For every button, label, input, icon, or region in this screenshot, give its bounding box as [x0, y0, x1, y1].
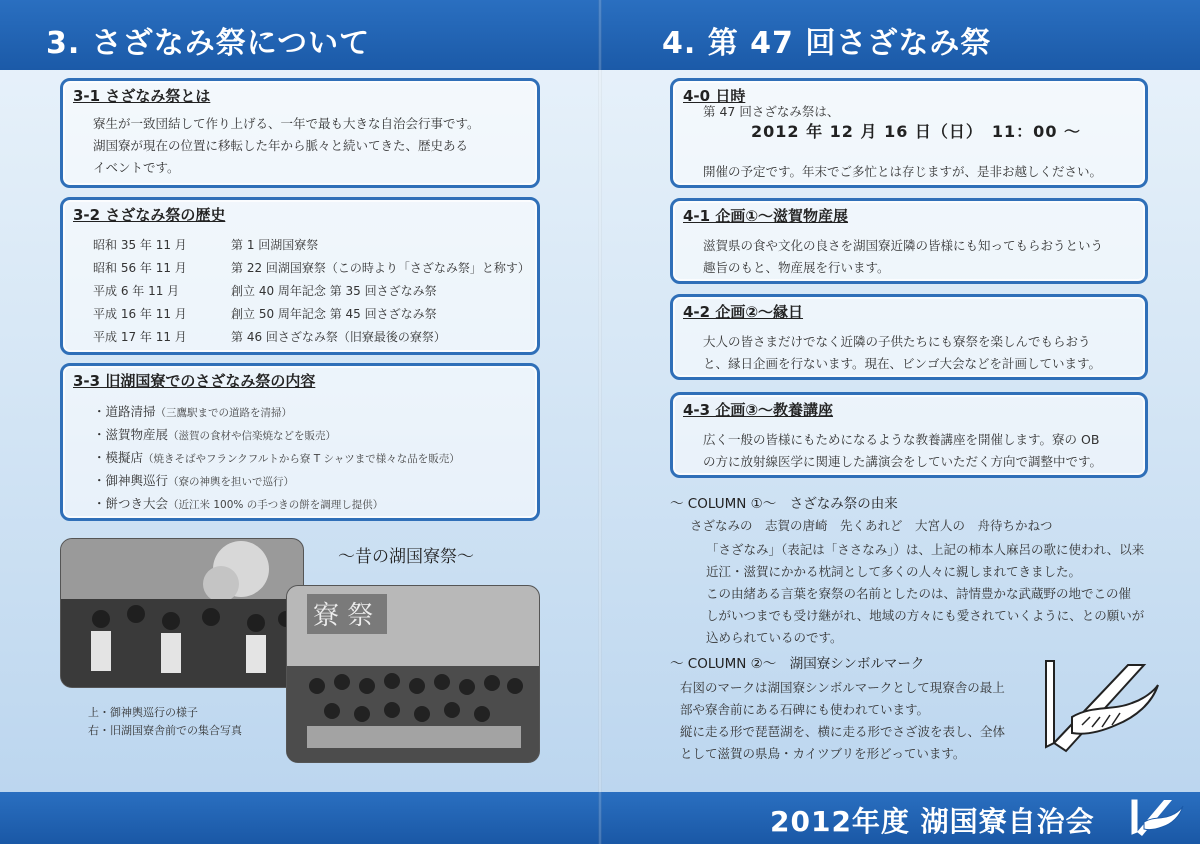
plan3-line-2: の方に放射線医学に関連した講演会をしていただく方向で調整中です。	[703, 454, 1103, 469]
plan3-box	[670, 392, 1148, 478]
item-sub: （近江米 100% の手つきの餅を調理し提供）	[168, 499, 384, 511]
history-date: 昭和 56 年 11 月	[93, 261, 187, 275]
datetime-title: 4-0 日時	[683, 87, 746, 105]
history-box	[60, 197, 540, 355]
sign-text: 寮 祭	[313, 601, 374, 631]
column1-poem: さざなみの 志賀の唐崎 先くあれど 大宮人の 舟待ちかねつ	[690, 518, 1053, 533]
plan2-title: 4-2 企画②～縁日	[683, 303, 804, 321]
contents-title: 3-3 旧湖国寮でのさざなみ祭の内容	[73, 372, 316, 390]
group-photo	[286, 585, 540, 763]
photo-caption-2: 右・旧湖国寮舎前での集合写真	[88, 724, 242, 737]
history-event: 創立 40 周年記念 第 35 回さざなみ祭	[231, 284, 437, 298]
history-event: 創立 50 周年記念 第 45 回さざなみ祭	[231, 307, 437, 321]
about-title: 3-1 さざなみ祭とは	[73, 87, 211, 105]
item-sub: （三鷹駅までの道路を清掃）	[155, 407, 293, 419]
list-item	[93, 425, 336, 443]
column2-line-4: として滋賀の県鳥・カイツブリを形どっています。	[680, 746, 966, 761]
history-date: 昭和 35 年 11 月	[93, 238, 187, 252]
datetime-line-1: 第 47 回さざなみ祭は、	[703, 104, 840, 119]
about-line-1: 寮生が一致団結して作り上げる、一年で最も大きな自治会行事です。	[93, 116, 480, 131]
item-main: ・滋賀物産展	[93, 427, 169, 442]
column2-line-3: 縦に走る形で琵琶湖を、横に走る形でさざ波を表し、全体	[680, 724, 1006, 739]
group-photo-graphic	[287, 586, 540, 763]
plan2-line-2: と、縁日企画を行ないます。現在、ビンゴ大会などを計画しています。	[703, 356, 1102, 371]
plan3-title: 4-3 企画③～教養講座	[683, 401, 834, 419]
plan1-line-1: 滋賀県の食や文化の良さを湖国寮近隣の皆様にも知ってもらおうという	[703, 238, 1104, 253]
list-item	[93, 402, 292, 420]
column1-line-5: 込められているのです。	[706, 630, 843, 645]
plan1-line-2: 趣旨のもと、物産展を行います。	[703, 260, 890, 275]
column1-line-1: 「さざなみ」（表記は「ささなみ」）は、上記の柿本人麻呂の歌に使われ、以来	[706, 542, 1145, 557]
history-date: 平成 16 年 11 月	[93, 307, 187, 321]
photo-heading: ～昔の湖国寮祭～	[338, 547, 474, 567]
list-item	[93, 471, 294, 489]
right-section-title: 4. 第 47 回さざなみ祭	[662, 26, 992, 61]
column1-line-2: 近江・滋賀にかかる枕詞として多くの人々に親しまれてきました。	[706, 564, 1082, 579]
contents-box	[60, 363, 540, 521]
column2-line-2: 部や寮舎前にある石碑にも使われています。	[680, 702, 930, 717]
photo-caption-1: 上・御神輿巡行の様子	[88, 706, 198, 719]
item-sub: （寮の神輿を担いで巡行）	[168, 476, 295, 488]
datetime-line-2: 開催の予定です。年末でご多忙とは存じますが、是非お越しください。	[703, 164, 1103, 179]
column2-line-1: 右図のマークは湖国寮シンボルマークとして現寮舎の最上	[680, 680, 1005, 695]
column1-line-4: しがいつまでも受け継がれ、地域の方々にも愛されていくように、との願いが	[706, 608, 1145, 623]
about-line-2: 湖国寮が現在の位置に移転した年から脈々と続いてきた、歴史ある	[93, 138, 469, 153]
history-date: 平成 17 年 11 月	[93, 330, 187, 344]
datetime-box	[670, 78, 1148, 188]
history-event: 第 1 回湖国寮祭	[231, 238, 319, 252]
mikoshi-photo-graphic	[61, 539, 304, 688]
page-fold	[598, 0, 602, 844]
item-sub: （焼きそばやフランクフルトから寮 T シャツまで様々な品を販売）	[143, 453, 460, 465]
column1-line-3: この由緒ある言葉を寮祭の名前としたのは、詩情豊かな武蔵野の地でこの催	[706, 586, 1132, 601]
plan3-line-1: 広く一般の皆様にもためになるような教養講座を開催します。寮の OB	[703, 432, 1100, 447]
about-box	[60, 78, 540, 188]
history-event: 第 22 回湖国寮祭（この時より「さざなみ祭」と称す）	[231, 261, 530, 275]
item-main: ・模擬店	[93, 450, 144, 465]
item-sub: （滋賀の食材や信楽焼などを販売）	[168, 430, 337, 442]
mikoshi-photo	[60, 538, 304, 688]
item-main: ・餅つき大会	[93, 496, 169, 511]
column1-heading: ～ COLUMN ①～ さざなみ祭の由来	[670, 496, 898, 512]
event-date: 2012 年 12 月 16 日（日） 11：00 ～	[751, 122, 1082, 141]
plan1-box	[670, 198, 1148, 284]
footer-title: 2012年度 湖国寮自治会	[770, 805, 1095, 838]
plan1-title: 4-1 企画①～滋賀物産展	[683, 207, 849, 225]
plan2-line-1: 大人の皆さまだけでなく近隣の子供たちにも寮祭を楽しんでもらおう	[703, 334, 1091, 349]
about-line-3: イベントです。	[93, 160, 180, 175]
symbol-mark-icon	[1032, 655, 1162, 760]
history-title: 3-2 さざなみ祭の歴史	[73, 206, 226, 224]
item-main: ・御神輿巡行	[93, 473, 169, 488]
plan2-box	[670, 294, 1148, 380]
list-item	[93, 448, 460, 466]
history-event: 第 46 回さざなみ祭（旧寮最後の寮祭）	[231, 330, 446, 344]
left-section-title: 3. さざなみ祭について	[46, 26, 371, 61]
column2-heading: ～ COLUMN ②～ 湖国寮シンボルマーク	[670, 656, 925, 672]
history-date: 平成 6 年 11 月	[93, 284, 180, 298]
item-main: ・道路清掃	[93, 404, 156, 419]
footer-symbol-icon	[1124, 796, 1184, 840]
list-item	[93, 494, 383, 512]
